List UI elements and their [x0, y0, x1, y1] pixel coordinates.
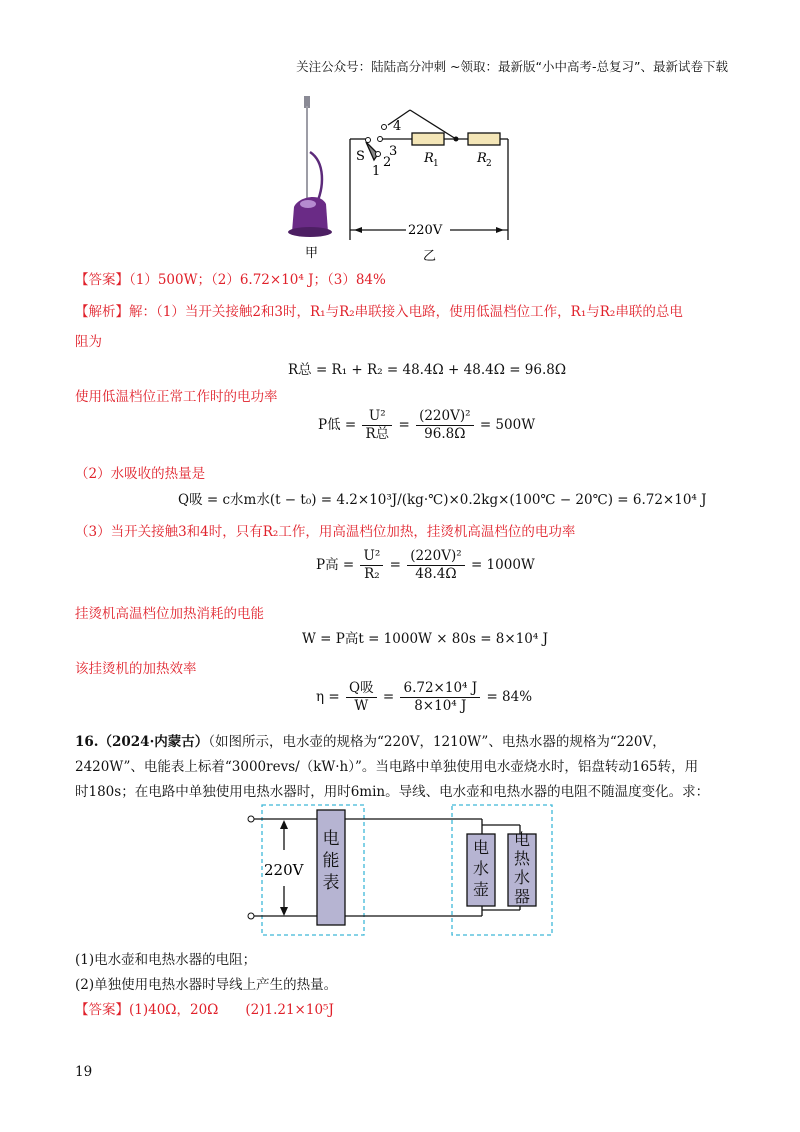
analysis-line-3: 使用低温档位正常工作时的电功率: [75, 389, 278, 405]
question-16-line-1: 16.（2024·内蒙古）（如图所示，电水壶的规格为“220V，1210W”、电热水器的规格为“220V，: [75, 734, 666, 750]
heater-label: 电热水器: [513, 830, 530, 906]
contact-3-label: 3: [389, 144, 398, 159]
equation-high-power: P高 = $\frac{\text{U²}}{\text{R₂}}$ = $\frac{\text{(220V)²}}{48.4\Omega}$ = 1000W: [316, 548, 535, 582]
page-number: 19: [75, 1064, 93, 1080]
fraction: $\frac{\text{Q吸}}{W}$: [346, 680, 377, 715]
analysis-line-5: （3）当开关接触3和4时，只有R₂工作，用高温档位加热，挂烫机高温档位的电功率: [75, 524, 576, 540]
meter-label: 电能表: [322, 829, 340, 893]
switch-s-label: S: [356, 149, 365, 164]
figure-meter-circuit: [240, 800, 560, 942]
contact-2-label: 2: [383, 155, 392, 170]
answer-2: [75, 998, 334, 1018]
r2-label: R: [477, 151, 487, 166]
analysis-line-4: （2）水吸收的热量是: [75, 466, 206, 482]
page-header: 关注公众号：陆陆高分冲刺 ~领取：最新版“小中高考-总复习”、最新试卷下载: [296, 59, 728, 74]
analysis-line-1: 【解析】解：（1）当开关接触2和3时，R₁与R₂串联接入电路，使用低温档位工作，R₁与R₂串联的总电: [75, 304, 683, 320]
question-source: （2024·内蒙古）: [98, 734, 209, 750]
analysis-tag: 【解析】: [75, 304, 129, 320]
kettle-label: 电水壶: [472, 838, 489, 899]
fraction: $\frac{\text{(220V)²}}{96.8\Omega}$: [416, 408, 473, 443]
analysis-line-6: 挂烫机高温档位加热消耗的电能: [75, 606, 264, 622]
question-number: 16.: [75, 734, 99, 750]
r1-sub: 1: [433, 159, 439, 169]
sub-question-1: (1)电水壶和电热水器的电阻；: [75, 952, 257, 968]
answer-2-tag: 【答案】: [75, 1002, 129, 1018]
r2-sub: 2: [486, 159, 492, 169]
steamer-image: [288, 96, 332, 237]
equation-energy: W = P高t = 1000W × 80s = 8×10⁴ J: [302, 631, 548, 647]
label-yi: 乙: [423, 249, 437, 262]
label-jia: 甲: [305, 246, 319, 261]
fraction: $\frac{\text{U²}}{\text{R总}}$: [362, 408, 392, 443]
fraction: $\frac{\text{U²}}{\text{R₂}}$: [360, 548, 383, 583]
equation-total-resistance: R总 = R₁ + R₂ = 48.4Ω + 48.4Ω = 96.8Ω: [288, 362, 567, 378]
equation-efficiency: η = $\frac{\text{Q吸}}{W}$ = $\frac{\text{6.72×10⁴ J}}{\text{8×10⁴ J}}$ = 84%: [316, 680, 533, 714]
r1-label: R: [424, 151, 434, 166]
figure-steamer-circuit: [280, 92, 520, 262]
contact-4-label: 4: [393, 119, 402, 134]
answer-2-text: (1)40Ω，20Ω (2)1.21×10⁵J: [129, 1002, 334, 1018]
contact-1-label: 1: [372, 164, 381, 179]
voltage-label: 220V: [408, 223, 443, 238]
analysis-line-7: 该挂烫机的加热效率: [75, 661, 197, 677]
voltage-label-2: 220V: [264, 861, 304, 879]
answer-1-tag: 【答案】: [75, 272, 129, 288]
answer-1: [75, 268, 386, 288]
fraction: $\frac{\text{(220V)²}}{48.4\Omega}$: [407, 548, 464, 583]
fraction: $\frac{\text{6.72×10⁴ J}}{\text{8×10⁴ J}}$: [400, 680, 480, 715]
question-16-line-3: 时180s；在电路中单独使用电热水器时，用时6min。导线、电水壶和电热水器的电阻不随温度变化。求：: [75, 784, 710, 800]
equation-heat-absorbed: Q吸 = c水m水(t − t₀) = 4.2×10³J/(kg·℃)×0.2kg×(100℃ − 20℃) = 6.72×10⁴ J: [178, 492, 707, 508]
sub-question-2: (2)单独使用电热水器时导线上产生的热量。: [75, 977, 338, 993]
analysis-line-2: 阻为: [75, 334, 102, 350]
question-16-line-2: 2420W”、电能表上标着“3000revs/（kW·h）”。当电路中单独使用电水壶烧水时，铝盘转动165转，用: [75, 759, 699, 775]
equation-low-power: P低 = $\frac{\text{U²}}{\text{R总}}$ = $\frac{\text{(220V)²}}{96.8\Omega}$ = 500W: [318, 408, 536, 442]
answer-1-text: （1）500W；（2）6.72×10⁴ J；（3）84%: [129, 272, 386, 288]
